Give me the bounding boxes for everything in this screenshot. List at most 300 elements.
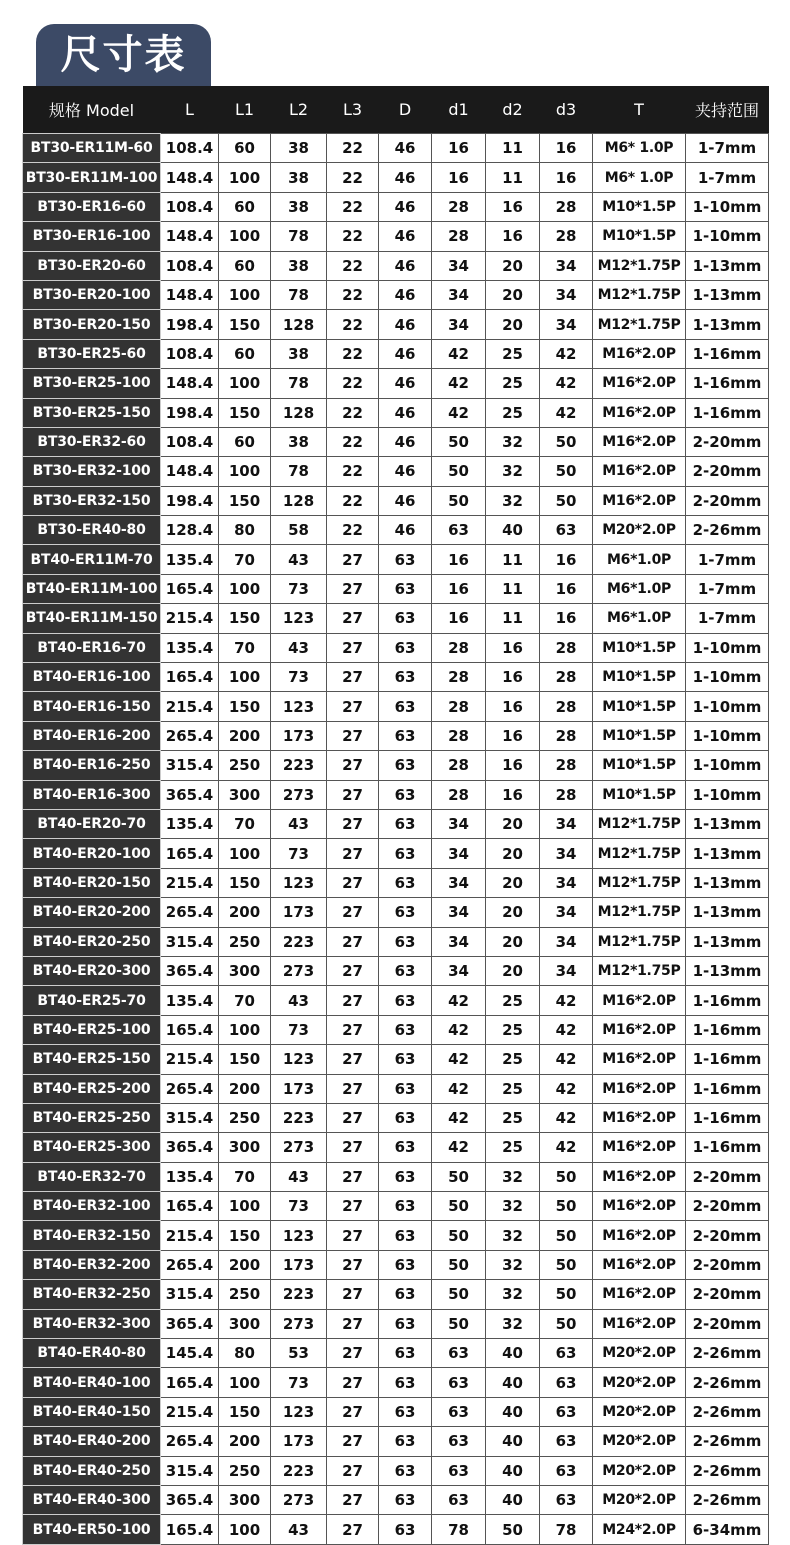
l1-cell: 60 [219, 427, 271, 456]
l2-cell: 53 [271, 1339, 327, 1368]
d3-cell: 78 [540, 1515, 593, 1544]
d1-cell: 42 [432, 1103, 486, 1132]
d3-cell: 42 [540, 1045, 593, 1074]
d3-cell: 28 [540, 663, 593, 692]
d2-cell: 11 [486, 545, 540, 574]
d3-cell: 50 [540, 427, 593, 456]
d-cell: 63 [379, 1045, 432, 1074]
thread-cell: M16*2.0P [593, 1162, 686, 1191]
d1-cell: 42 [432, 398, 486, 427]
d1-cell: 34 [432, 280, 486, 309]
table-row [23, 1309, 769, 1338]
l1-cell: 70 [219, 545, 271, 574]
d1-cell: 63 [432, 1368, 486, 1397]
d2-cell: 40 [486, 1456, 540, 1485]
clamping-range-cell: 1-10mm [686, 633, 769, 662]
table-row [23, 486, 769, 515]
table-row [23, 1515, 769, 1544]
clamping-range-cell: 1-16mm [686, 1133, 769, 1162]
l2-cell: 58 [271, 516, 327, 545]
l2-cell: 223 [271, 1103, 327, 1132]
column-header-d3: d3 [540, 86, 593, 134]
d1-cell: 63 [432, 516, 486, 545]
d2-cell: 25 [486, 1015, 540, 1044]
l3-cell: 22 [327, 163, 379, 192]
d3-cell: 34 [540, 927, 593, 956]
d3-cell: 34 [540, 898, 593, 927]
d3-cell: 34 [540, 280, 593, 309]
clamping-range-cell: 1-10mm [686, 780, 769, 809]
clamping-range-cell: 1-13mm [686, 280, 769, 309]
l2-cell: 123 [271, 868, 327, 897]
l2-cell: 173 [271, 1250, 327, 1279]
d3-cell: 42 [540, 1133, 593, 1162]
l2-cell: 43 [271, 809, 327, 838]
d3-cell: 42 [540, 1074, 593, 1103]
model-cell: BT40-ER16-300 [23, 780, 161, 809]
l3-cell: 22 [327, 251, 379, 280]
d3-cell: 42 [540, 339, 593, 368]
d2-cell: 16 [486, 780, 540, 809]
d-cell: 63 [379, 1515, 432, 1544]
model-cell: BT40-ER20-150 [23, 868, 161, 897]
d1-cell: 42 [432, 1045, 486, 1074]
l1-cell: 200 [219, 1074, 271, 1103]
l-cell: 145.4 [161, 1339, 219, 1368]
table-row [23, 692, 769, 721]
l-cell: 198.4 [161, 486, 219, 515]
l1-cell: 300 [219, 780, 271, 809]
l3-cell: 27 [327, 721, 379, 750]
l3-cell: 22 [327, 222, 379, 251]
l3-cell: 27 [327, 751, 379, 780]
l3-cell: 27 [327, 692, 379, 721]
l2-cell: 128 [271, 310, 327, 339]
d3-cell: 28 [540, 721, 593, 750]
d3-cell: 28 [540, 222, 593, 251]
d3-cell: 34 [540, 839, 593, 868]
table-row [23, 1103, 769, 1132]
clamping-range-cell: 2-26mm [686, 1339, 769, 1368]
l-cell: 135.4 [161, 1162, 219, 1191]
d3-cell: 50 [540, 1162, 593, 1191]
d3-cell: 28 [540, 633, 593, 662]
d2-cell: 40 [486, 1368, 540, 1397]
d3-cell: 42 [540, 369, 593, 398]
model-cell: BT30-ER20-100 [23, 280, 161, 309]
model-cell: BT30-ER25-100 [23, 369, 161, 398]
l3-cell: 27 [327, 898, 379, 927]
d-cell: 63 [379, 956, 432, 985]
d3-cell: 34 [540, 310, 593, 339]
d2-cell: 25 [486, 986, 540, 1015]
l2-cell: 123 [271, 1397, 327, 1426]
thread-cell: M6* 1.0P [593, 134, 686, 163]
table-row [23, 339, 769, 368]
table-row [23, 427, 769, 456]
l1-cell: 60 [219, 251, 271, 280]
d3-cell: 28 [540, 751, 593, 780]
model-cell: BT40-ER11M-150 [23, 604, 161, 633]
model-cell: BT40-ER25-100 [23, 1015, 161, 1044]
thread-cell: M20*2.0P [593, 1368, 686, 1397]
d2-cell: 40 [486, 1485, 540, 1514]
d-cell: 46 [379, 398, 432, 427]
model-cell: BT40-ER25-70 [23, 986, 161, 1015]
l2-cell: 223 [271, 1280, 327, 1309]
d-cell: 46 [379, 310, 432, 339]
l2-cell: 43 [271, 545, 327, 574]
d-cell: 46 [379, 280, 432, 309]
l1-cell: 300 [219, 956, 271, 985]
clamping-range-cell: 2-26mm [686, 1427, 769, 1456]
d1-cell: 34 [432, 927, 486, 956]
d1-cell: 34 [432, 310, 486, 339]
model-cell: BT40-ER16-250 [23, 751, 161, 780]
l-cell: 365.4 [161, 1485, 219, 1514]
l-cell: 365.4 [161, 1133, 219, 1162]
d1-cell: 78 [432, 1515, 486, 1544]
l2-cell: 43 [271, 1162, 327, 1191]
d-cell: 63 [379, 721, 432, 750]
d-cell: 63 [379, 1456, 432, 1485]
d2-cell: 20 [486, 809, 540, 838]
table-row [23, 574, 769, 603]
thread-cell: M16*2.0P [593, 1192, 686, 1221]
table-row [23, 1045, 769, 1074]
table-row [23, 457, 769, 486]
l3-cell: 22 [327, 134, 379, 163]
thread-cell: M10*1.5P [593, 780, 686, 809]
clamping-range-cell: 2-20mm [686, 1162, 769, 1191]
l3-cell: 27 [327, 956, 379, 985]
l2-cell: 173 [271, 721, 327, 750]
l-cell: 365.4 [161, 780, 219, 809]
model-cell: BT30-ER11M-100 [23, 163, 161, 192]
d2-cell: 32 [486, 486, 540, 515]
d1-cell: 50 [432, 427, 486, 456]
d2-cell: 16 [486, 692, 540, 721]
d3-cell: 28 [540, 780, 593, 809]
l-cell: 148.4 [161, 222, 219, 251]
thread-cell: M10*1.5P [593, 721, 686, 750]
d2-cell: 32 [486, 1192, 540, 1221]
d2-cell: 20 [486, 868, 540, 897]
l3-cell: 27 [327, 868, 379, 897]
column-header-model: 规格 Model [23, 86, 161, 134]
d2-cell: 20 [486, 251, 540, 280]
d1-cell: 63 [432, 1456, 486, 1485]
d1-cell: 28 [432, 222, 486, 251]
l1-cell: 100 [219, 1192, 271, 1221]
d1-cell: 63 [432, 1339, 486, 1368]
d2-cell: 20 [486, 280, 540, 309]
l2-cell: 223 [271, 927, 327, 956]
table-row [23, 956, 769, 985]
clamping-range-cell: 2-26mm [686, 516, 769, 545]
table-row [23, 986, 769, 1015]
d1-cell: 28 [432, 780, 486, 809]
d2-cell: 11 [486, 574, 540, 603]
d2-cell: 20 [486, 898, 540, 927]
d-cell: 63 [379, 1015, 432, 1044]
table-row [23, 1339, 769, 1368]
l2-cell: 38 [271, 339, 327, 368]
d3-cell: 63 [540, 1456, 593, 1485]
model-cell: BT40-ER50-100 [23, 1515, 161, 1544]
l-cell: 198.4 [161, 310, 219, 339]
thread-cell: M16*2.0P [593, 1015, 686, 1044]
d-cell: 63 [379, 1485, 432, 1514]
clamping-range-cell: 1-7mm [686, 134, 769, 163]
d1-cell: 34 [432, 956, 486, 985]
d-cell: 46 [379, 339, 432, 368]
l2-cell: 173 [271, 898, 327, 927]
d1-cell: 42 [432, 1133, 486, 1162]
model-cell: BT30-ER40-80 [23, 516, 161, 545]
l2-cell: 123 [271, 1045, 327, 1074]
l1-cell: 100 [219, 574, 271, 603]
l2-cell: 38 [271, 163, 327, 192]
l-cell: 198.4 [161, 398, 219, 427]
d3-cell: 34 [540, 868, 593, 897]
l1-cell: 300 [219, 1485, 271, 1514]
column-header-l: L [161, 86, 219, 134]
l1-cell: 150 [219, 310, 271, 339]
d3-cell: 63 [540, 1397, 593, 1426]
l1-cell: 100 [219, 457, 271, 486]
l-cell: 108.4 [161, 192, 219, 221]
l2-cell: 43 [271, 986, 327, 1015]
clamping-range-cell: 1-13mm [686, 839, 769, 868]
thread-cell: M16*2.0P [593, 1074, 686, 1103]
column-header-d: D [379, 86, 432, 134]
d2-cell: 25 [486, 339, 540, 368]
l2-cell: 73 [271, 1015, 327, 1044]
clamping-range-cell: 1-13mm [686, 927, 769, 956]
table-row [23, 310, 769, 339]
table-row [23, 1280, 769, 1309]
l3-cell: 22 [327, 486, 379, 515]
l-cell: 265.4 [161, 1250, 219, 1279]
d3-cell: 16 [540, 134, 593, 163]
clamping-range-cell: 1-10mm [686, 663, 769, 692]
l1-cell: 100 [219, 839, 271, 868]
thread-cell: M20*2.0P [593, 1456, 686, 1485]
table-body [23, 134, 769, 1545]
d2-cell: 16 [486, 633, 540, 662]
l2-cell: 43 [271, 1515, 327, 1544]
d2-cell: 20 [486, 310, 540, 339]
d-cell: 46 [379, 369, 432, 398]
l1-cell: 100 [219, 1015, 271, 1044]
d1-cell: 34 [432, 868, 486, 897]
table-row [23, 927, 769, 956]
clamping-range-cell: 2-20mm [686, 427, 769, 456]
clamping-range-cell: 2-20mm [686, 1309, 769, 1338]
l-cell: 365.4 [161, 1309, 219, 1338]
d-cell: 46 [379, 192, 432, 221]
model-cell: BT40-ER40-150 [23, 1397, 161, 1426]
thread-cell: M6*1.0P [593, 545, 686, 574]
d2-cell: 25 [486, 398, 540, 427]
d-cell: 63 [379, 1133, 432, 1162]
clamping-range-cell: 2-26mm [686, 1397, 769, 1426]
l2-cell: 78 [271, 457, 327, 486]
l2-cell: 273 [271, 1309, 327, 1338]
model-cell: BT40-ER20-250 [23, 927, 161, 956]
l1-cell: 250 [219, 927, 271, 956]
column-header-l2: L2 [271, 86, 327, 134]
model-cell: BT40-ER40-250 [23, 1456, 161, 1485]
model-cell: BT30-ER11M-60 [23, 134, 161, 163]
clamping-range-cell: 2-26mm [686, 1368, 769, 1397]
d1-cell: 50 [432, 1192, 486, 1221]
l1-cell: 60 [219, 134, 271, 163]
model-cell: BT40-ER20-300 [23, 956, 161, 985]
thread-cell: M16*2.0P [593, 486, 686, 515]
l3-cell: 27 [327, 1485, 379, 1514]
thread-cell: M16*2.0P [593, 1250, 686, 1279]
thread-cell: M12*1.75P [593, 251, 686, 280]
thread-cell: M10*1.5P [593, 692, 686, 721]
l2-cell: 273 [271, 1133, 327, 1162]
d3-cell: 50 [540, 1192, 593, 1221]
clamping-range-cell: 1-13mm [686, 310, 769, 339]
d-cell: 63 [379, 809, 432, 838]
clamping-range-cell: 1-10mm [686, 692, 769, 721]
l3-cell: 22 [327, 192, 379, 221]
l-cell: 265.4 [161, 1074, 219, 1103]
l3-cell: 27 [327, 1133, 379, 1162]
d-cell: 63 [379, 1280, 432, 1309]
clamping-range-cell: 1-7mm [686, 574, 769, 603]
column-header-d1: d1 [432, 86, 486, 134]
l-cell: 135.4 [161, 633, 219, 662]
l-cell: 215.4 [161, 1045, 219, 1074]
d2-cell: 32 [486, 1309, 540, 1338]
model-cell: BT30-ER32-100 [23, 457, 161, 486]
d1-cell: 34 [432, 809, 486, 838]
d3-cell: 50 [540, 1280, 593, 1309]
l3-cell: 27 [327, 1074, 379, 1103]
table-row [23, 251, 769, 280]
d-cell: 63 [379, 780, 432, 809]
d2-cell: 32 [486, 1162, 540, 1191]
clamping-range-cell: 1-16mm [686, 1103, 769, 1132]
l1-cell: 150 [219, 692, 271, 721]
model-cell: BT40-ER32-300 [23, 1309, 161, 1338]
d3-cell: 28 [540, 692, 593, 721]
model-cell: BT40-ER40-100 [23, 1368, 161, 1397]
table-row [23, 134, 769, 163]
table-row [23, 1368, 769, 1397]
table-row [23, 369, 769, 398]
clamping-range-cell: 2-20mm [686, 1280, 769, 1309]
table-header-row [23, 86, 769, 134]
d3-cell: 63 [540, 1427, 593, 1456]
l-cell: 165.4 [161, 663, 219, 692]
table-row [23, 1485, 769, 1514]
model-cell: BT40-ER32-250 [23, 1280, 161, 1309]
d-cell: 63 [379, 604, 432, 633]
l1-cell: 200 [219, 1250, 271, 1279]
l-cell: 265.4 [161, 1427, 219, 1456]
d1-cell: 63 [432, 1427, 486, 1456]
model-cell: BT40-ER25-200 [23, 1074, 161, 1103]
l1-cell: 70 [219, 986, 271, 1015]
clamping-range-cell: 1-7mm [686, 163, 769, 192]
clamping-range-cell: 2-26mm [686, 1485, 769, 1514]
clamping-range-cell: 2-20mm [686, 1221, 769, 1250]
l1-cell: 70 [219, 809, 271, 838]
l3-cell: 27 [327, 1339, 379, 1368]
l2-cell: 73 [271, 1192, 327, 1221]
model-cell: BT40-ER40-200 [23, 1427, 161, 1456]
l-cell: 315.4 [161, 751, 219, 780]
model-cell: BT30-ER20-60 [23, 251, 161, 280]
l2-cell: 123 [271, 692, 327, 721]
l1-cell: 100 [219, 1515, 271, 1544]
model-cell: BT30-ER32-60 [23, 427, 161, 456]
clamping-range-cell: 1-16mm [686, 986, 769, 1015]
d1-cell: 50 [432, 486, 486, 515]
model-cell: BT40-ER16-70 [23, 633, 161, 662]
d2-cell: 50 [486, 1515, 540, 1544]
clamping-range-cell: 1-13mm [686, 251, 769, 280]
d3-cell: 28 [540, 192, 593, 221]
l1-cell: 80 [219, 516, 271, 545]
model-cell: BT40-ER40-300 [23, 1485, 161, 1514]
d1-cell: 16 [432, 545, 486, 574]
d-cell: 63 [379, 692, 432, 721]
l-cell: 165.4 [161, 1192, 219, 1221]
d3-cell: 16 [540, 574, 593, 603]
l1-cell: 150 [219, 1221, 271, 1250]
d3-cell: 34 [540, 809, 593, 838]
d1-cell: 42 [432, 1015, 486, 1044]
thread-cell: M20*2.0P [593, 1485, 686, 1514]
thread-cell: M6*1.0P [593, 604, 686, 633]
l-cell: 128.4 [161, 516, 219, 545]
l1-cell: 100 [219, 369, 271, 398]
d3-cell: 42 [540, 1103, 593, 1132]
l-cell: 135.4 [161, 986, 219, 1015]
d-cell: 63 [379, 751, 432, 780]
clamping-range-cell: 1-10mm [686, 751, 769, 780]
d1-cell: 50 [432, 1309, 486, 1338]
thread-cell: M12*1.75P [593, 898, 686, 927]
table-row [23, 868, 769, 897]
thread-cell: M16*2.0P [593, 1103, 686, 1132]
l2-cell: 273 [271, 1485, 327, 1514]
l1-cell: 80 [219, 1339, 271, 1368]
d1-cell: 16 [432, 574, 486, 603]
l3-cell: 27 [327, 1103, 379, 1132]
model-cell: BT40-ER40-80 [23, 1339, 161, 1368]
model-cell: BT40-ER32-100 [23, 1192, 161, 1221]
d3-cell: 63 [540, 1339, 593, 1368]
d1-cell: 50 [432, 1162, 486, 1191]
l3-cell: 27 [327, 1015, 379, 1044]
table-row [23, 1133, 769, 1162]
d-cell: 63 [379, 574, 432, 603]
model-cell: BT40-ER20-200 [23, 898, 161, 927]
d1-cell: 42 [432, 1074, 486, 1103]
d1-cell: 63 [432, 1485, 486, 1514]
l2-cell: 73 [271, 839, 327, 868]
clamping-range-cell: 1-7mm [686, 604, 769, 633]
